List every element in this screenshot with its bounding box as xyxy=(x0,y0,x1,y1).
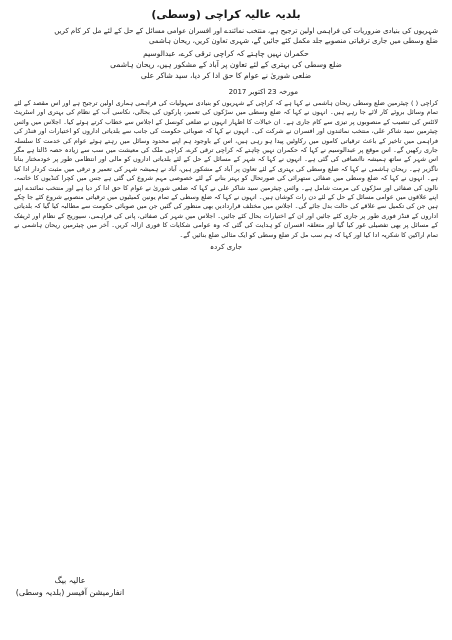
press-release xyxy=(14,8,438,632)
headline-block xyxy=(14,48,438,81)
issued-by-label: جاری کردہ xyxy=(210,243,242,252)
headline-2: ضلع وسطی کی بہتری کے لئے تعاون پر آباد کے مشکور ہیں، ریحان ہاشمی xyxy=(110,60,342,69)
intro-line-1: شہریوں کی بنیادی ضروریات کی فراہمی اولین ترجیح ہے، منتخب نمائندے اور افسران عوامی مسائل کے حل کے لئے مل کر کام کریں xyxy=(54,27,438,35)
page-title: بلدیہ عالیہ کراچی (وسطی) xyxy=(151,8,301,21)
headline-3: ضلعی شوریٰ نے عوام کا حق ادا کر دیا، سید شاکر علی xyxy=(140,71,312,80)
signatory-name: عالیہ بیگ xyxy=(54,576,86,585)
headline-1: حکمران نہیں چاہتے کہ کراچی ترقی کرے، عبدالوسیم xyxy=(143,49,309,58)
body-paragraph: کراچی ( ) چیئرمین ضلع وسطی ریحان ہاشمی نے کہا ہے کہ کراچی کے شہریوں کو بنیادی سہولیات کی فراہمی ہماری اولین ترجیح ہے اور اس مقصد کے لئے تمام وسائل بروئے کار لائے جا رہے ہیں۔ انہوں نے کہا کہ ضلع وسطی میں سڑکوں کی تعمیر، پارکوں کی بحالی، نکاسی آب کے نظام کی بہتری اور اسٹریٹ لائٹس کی تنصیب کے منصوبوں پر تیزی سے کام جاری ہے۔ ان خیالات کا اظہار انہوں نے ضلعی کونسل کے اجلاس سے خطاب کرتے ہوئے کیا۔ اجلاس میں وائس چیئرمین سید شاکر علی، منتخب نمائندوں اور افسران نے شرکت کی۔ انہوں نے کہا کہ صوبائی حکومت کی جانب سے بلدیاتی اداروں کو اختیارات اور فنڈز کی فراہمی میں تاخیر کے باعث ترقیاتی کاموں میں رکاوٹیں پیدا ہو رہی ہیں، اس کے باوجود ہم اپنے محدود وسائل میں رہتے ہوئے عوام کی خدمت کا سلسلہ جاری رکھیں گے۔ اس موقع پر عبدالوسیم نے کہا کہ حکمران نہیں چاہتے کہ کراچی ترقی کرے، کراچی ملک کی معیشت میں سب سے زیادہ حصہ ڈالتا ہے مگر اس شہر کے ساتھ ہمیشہ ناانصافی کی گئی ہے۔ انہوں نے کہا کہ شہر کے مسائل کے حل کے لئے بلدیاتی اداروں کو مالی اور انتظامی طور پر خودمختار بنانا ناگزیر ہے۔ ریحان ہاشمی نے کہا کہ ضلع وسطی کی بہتری کے لئے تعاون پر آباد کے مشکور ہیں، آباد نے ہمیشہ شہر کی تعمیر و ترقی میں مثبت کردار ادا کیا ہے۔ انہوں نے کہا کہ ضلع وسطی میں صفائی ستھرائی کی صورتحال کو بہتر بنانے کے لئے خصوصی مہم شروع کی گئی ہے جس میں کچرا کنڈیوں کا خاتمہ، نالوں کی صفائی اور سڑکوں کی مرمت شامل ہے۔ وائس چیئرمین سید شاکر علی نے کہا کہ ضلعی شوریٰ نے عوام کا حق ادا کر دیا ہے اور منتخب نمائندے اپنے اپنے علاقوں میں عوامی مسائل کے حل کے لئے دن رات کوشاں ہیں۔ انہوں نے کہا کہ ضلع وسطی کے تمام یونین کمیٹیوں میں ترقیاتی منصوبے شروع کئے جا چکے ہیں جن کی تکمیل سے علاقے کی حالت بدل جائے گی۔ اجلاس میں مختلف قراردادیں بھی منظور کی گئیں جن میں صوبائی حکومت سے مطالبہ کیا گیا کہ بلدیاتی اداروں کے فنڈز فوری طور پر جاری کئے جائیں اور ان کے اختیارات بحال کئے جائیں۔ اجلاس میں شہر کی صفائی، پانی کی فراہمی، سیوریج کے نظام اور ٹریفک کے مسائل پر بھی تفصیلی غور کیا گیا اور متعلقہ افسران کو ہدایت کی گئی کہ وہ عوامی شکایات کا فوری ازالہ کریں۔ آخر میں چیئرمین ریحان ہاشمی نے تمام اراکین کا شکریہ ادا کیا اور کہا کہ ہم سب مل کر ضلع وسطی کو ایک مثالی ضلع بنائیں گے۔ xyxy=(14,99,438,239)
intro-line-2: ضلع وسطی میں جاری ترقیاتی منصوبے جلد مکمل کئے جائیں گے، شہری تعاون کریں، ریحان ہاشمی xyxy=(149,37,438,45)
signatory-title: انفارمیشن آفیسر (بلدیہ وسطی) xyxy=(15,588,125,597)
signature-block xyxy=(10,575,130,599)
release-date: مورخہ 23 اکتوبر 2017 xyxy=(228,88,298,96)
